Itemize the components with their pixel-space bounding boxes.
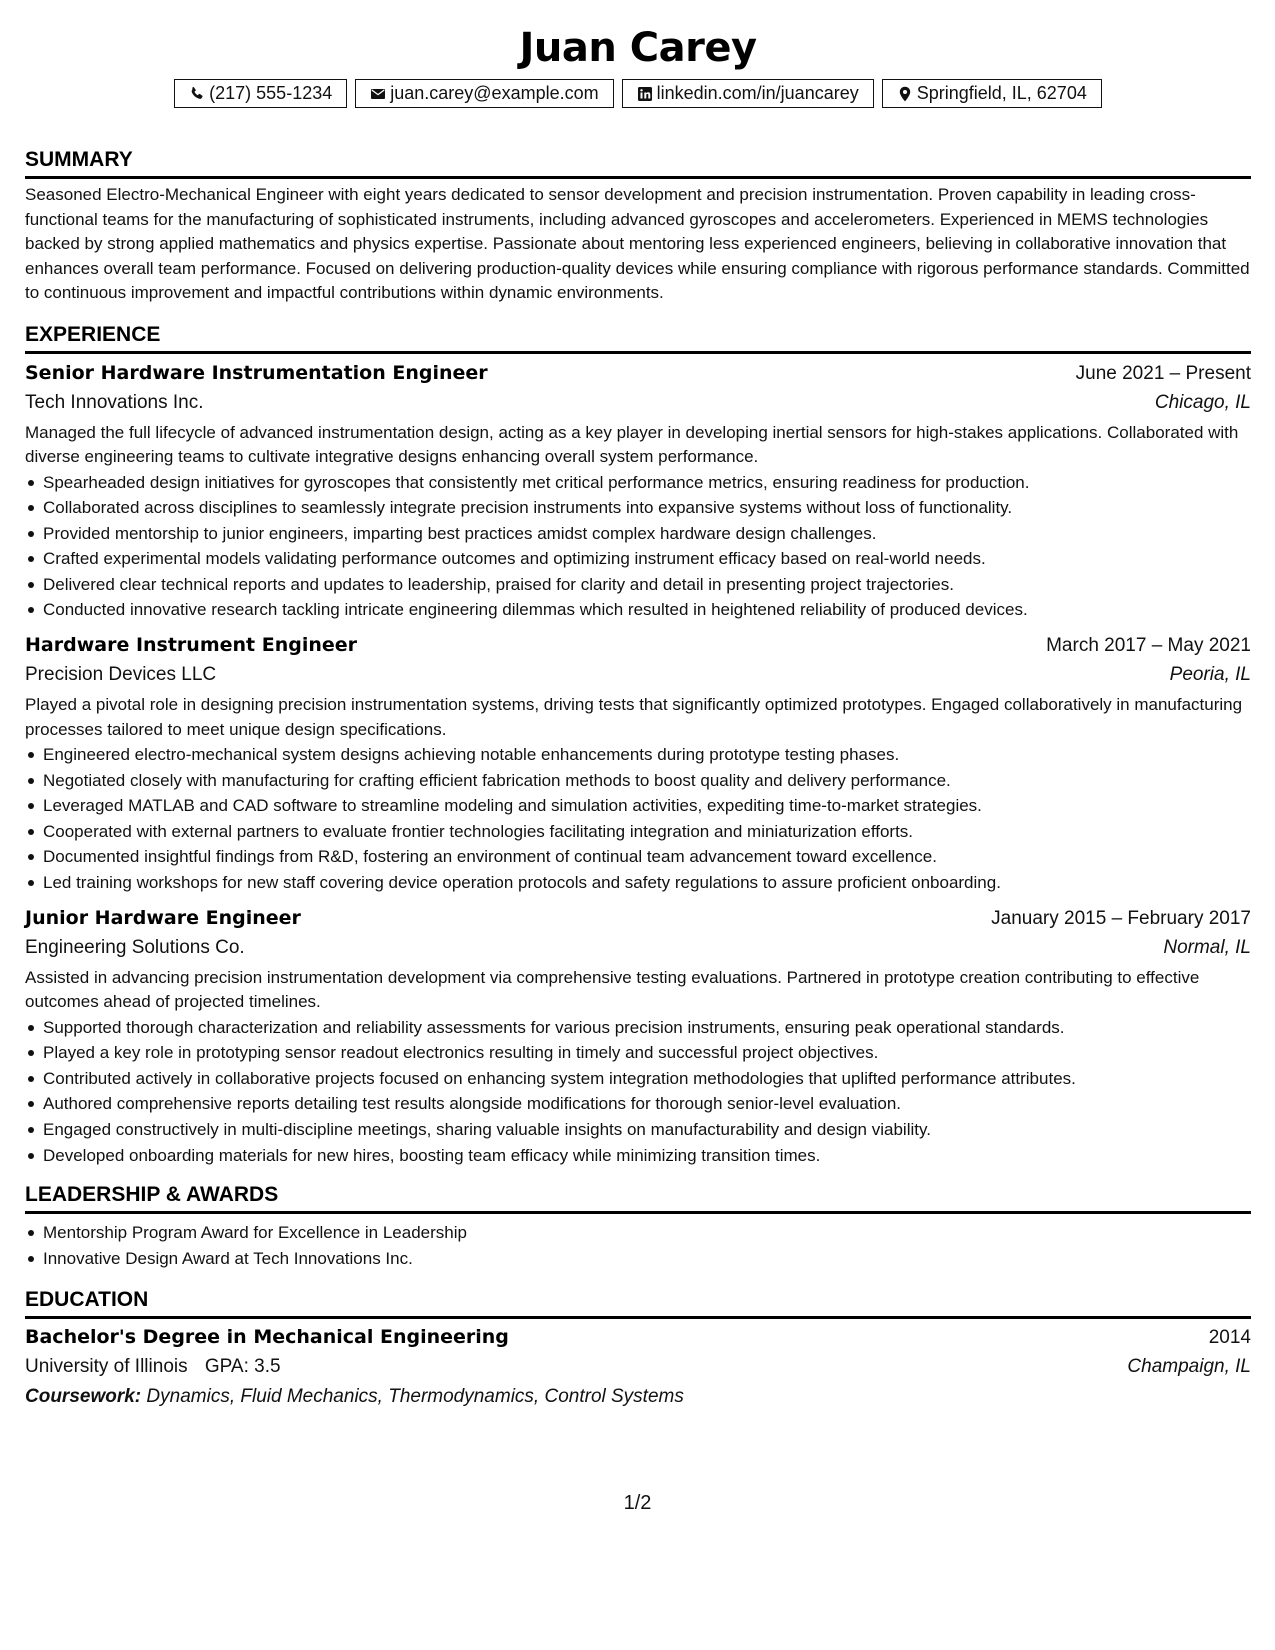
job-dates: March 2017 – May 2021	[1046, 635, 1251, 657]
list-item: Authored comprehensive reports detailing test results alongside modifications for thorough senior-level evaluation.	[43, 1091, 1251, 1117]
page-number: 1/2	[623, 1492, 652, 1514]
list-item: Negotiated closely with manufacturing for crafting efficient fabrication methods to boost quality and delivery performance.	[43, 768, 1251, 794]
section-divider	[25, 351, 1251, 354]
job-location: Peoria, IL	[1169, 664, 1251, 686]
list-item: Documented insightful findings from R&D, fostering an environment of continual team advancement toward excellence.	[43, 844, 1251, 870]
list-item: Developed onboarding materials for new hires, boosting team efficacy while minimizing transition times.	[43, 1143, 1251, 1169]
list-item: Spearheaded design initiatives for gyroscopes that consistently met critical performance metrics, ensuring readiness for production.	[43, 470, 1251, 496]
job-title: Hardware Instrument Engineer	[25, 634, 358, 657]
degree-title: Bachelor's Degree in Mechanical Engineering	[25, 1326, 509, 1349]
contact-location-text: Springfield, IL, 62704	[916, 83, 1087, 103]
job-bullets	[25, 1015, 1251, 1169]
contact-location[interactable]	[882, 79, 1102, 108]
coursework-list: Dynamics, Fluid Mechanics, Thermodynamics, Control Systems	[146, 1386, 684, 1408]
list-item: Engaged constructively in multi-discipline meetings, sharing valuable insights on manufacturability and design viability.	[43, 1117, 1251, 1143]
school-name: University of Illinois	[25, 1356, 188, 1378]
job-entry	[25, 359, 1251, 624]
job-entry	[25, 631, 1251, 896]
section-title-leadership: LEADERSHIP & AWARDS	[25, 1183, 279, 1207]
contact-email[interactable]	[355, 79, 613, 108]
list-item: Innovative Design Award at Tech Innovations Inc.	[43, 1246, 1251, 1272]
section-divider	[25, 1316, 1251, 1319]
list-item: Played a key role in prototyping sensor readout electronics resulting in timely and successful project objectives.	[43, 1040, 1251, 1066]
awards-list	[25, 1220, 1251, 1271]
list-item: Supported thorough characterization and reliability assessments for various precision instruments, ensuring peak operational standards.	[43, 1015, 1251, 1041]
section-title-education: EDUCATION	[25, 1288, 149, 1312]
contact-linkedin-text: linkedin.com/in/juancarey	[656, 83, 859, 103]
summary-section	[25, 146, 1251, 306]
list-item: Provided mentorship to junior engineers, imparting best practices amidst complex hardware design challenges.	[43, 521, 1251, 547]
job-title: Senior Hardware Instrumentation Engineer	[25, 361, 488, 384]
phone-icon	[189, 86, 205, 102]
list-item: Led training workshops for new staff covering device operation protocols and safety regulations to assure proficient onboarding.	[43, 870, 1251, 896]
list-item: Engineered electro-mechanical system designs achieving notable enhancements during prototype testing phases.	[43, 742, 1251, 768]
gpa: GPA: 3.5	[204, 1356, 281, 1378]
list-item: Cooperated with external partners to evaluate frontier technologies facilitating integration and miniaturization efforts.	[43, 819, 1251, 845]
section-title-experience: EXPERIENCE	[25, 322, 161, 346]
job-location: Chicago, IL	[1154, 391, 1251, 413]
coursework-label: Coursework:	[25, 1386, 142, 1408]
company-name: Precision Devices LLC	[25, 664, 217, 686]
list-item: Crafted experimental models validating performance outcomes and optimizing instrument efficacy based on real-world needs.	[43, 546, 1251, 572]
section-divider	[25, 176, 1251, 179]
leadership-section	[25, 1181, 1251, 1271]
education-section	[25, 1286, 1251, 1412]
job-description: Played a pivotal role in designing precision instrumentation systems, driving tests that significantly optimized prototypes. Engaged collaboratively in manufacturing processes tailored to meet unique design specifications.	[25, 695, 1243, 739]
candidate-name: Juan Carey	[519, 25, 757, 71]
company-name: Tech Innovations Inc.	[25, 391, 204, 413]
school-line	[25, 1352, 281, 1382]
coursework	[25, 1382, 1251, 1412]
company-name: Engineering Solutions Co.	[25, 936, 245, 958]
envelope-icon	[370, 86, 386, 102]
contact-email-text: juan.carey@example.com	[390, 83, 599, 103]
job-description: Managed the full lifecycle of advanced instrumentation design, acting as a key player in developing inertial sensors for high-stakes applications. Collaborated with diverse engineering teams to cultivate integrative designs enhancing overall system performance.	[25, 422, 1239, 466]
job-location: Normal, IL	[1163, 936, 1251, 958]
experience-section	[25, 321, 1251, 1169]
resume-page	[25, 0, 1251, 1412]
list-item: Contributed actively in collaborative projects focused on enhancing system integration methodologies that uplifted performance attributes.	[43, 1066, 1251, 1092]
graduation-year: 2014	[1208, 1327, 1251, 1349]
job-dates: June 2021 – Present	[1075, 362, 1251, 384]
contact-linkedin[interactable]	[622, 79, 874, 108]
school-location: Champaign, IL	[1127, 1356, 1251, 1378]
job-description: Assisted in advancing precision instrumentation development via comprehensive testing evaluations. Partnered in prototype creation contributing to effective outcomes ahead of projected timelines.	[25, 967, 1200, 1012]
section-title-summary: SUMMARY	[25, 148, 133, 171]
list-item: Collaborated across disciplines to seamlessly integrate precision instruments into expansive systems without loss of functionality.	[43, 495, 1251, 521]
contact-bar	[25, 79, 1251, 108]
job-entry	[25, 904, 1251, 1169]
list-item: Mentorship Program Award for Excellence in Leadership	[43, 1220, 1251, 1246]
contact-phone-text: (217) 555-1234	[209, 83, 333, 103]
list-item: Leveraged MATLAB and CAD software to streamline modeling and simulation activities, expediting time-to-market strategies.	[43, 793, 1251, 819]
job-bullets	[25, 470, 1251, 624]
location-pin-icon	[897, 86, 913, 102]
job-dates: January 2015 – February 2017	[991, 907, 1251, 929]
section-divider	[25, 1211, 1251, 1214]
linkedin-icon	[637, 86, 653, 102]
job-title: Junior Hardware Engineer	[25, 906, 301, 929]
summary-text: Seasoned Electro-Mechanical Engineer with eight years dedicated to sensor development and precision instrumentation. Proven capability in leading cross-functional teams for the manufacturing of sophisticated instruments, including advanced gyroscopes and accelerometers. Experienced in MEMS technologies backed by strong applied mathematics and physics expertise. Passionate about mentoring less experienced engineers, believing in collaborative innovation that enhances overall team performance. Focused on delivering production-quality devices while ensuring compliance with rigorous performance standards. Committed to continuous improvement and impactful contributions within dynamic environments.	[25, 185, 1250, 302]
list-item: Delivered clear technical reports and updates to leadership, praised for clarity and detail in presenting project trajectories.	[43, 572, 1251, 598]
list-item: Conducted innovative research tackling intricate engineering dilemmas which resulted in heightened reliability of produced devices.	[43, 597, 1251, 623]
job-bullets	[25, 742, 1251, 896]
contact-phone[interactable]	[174, 79, 347, 108]
